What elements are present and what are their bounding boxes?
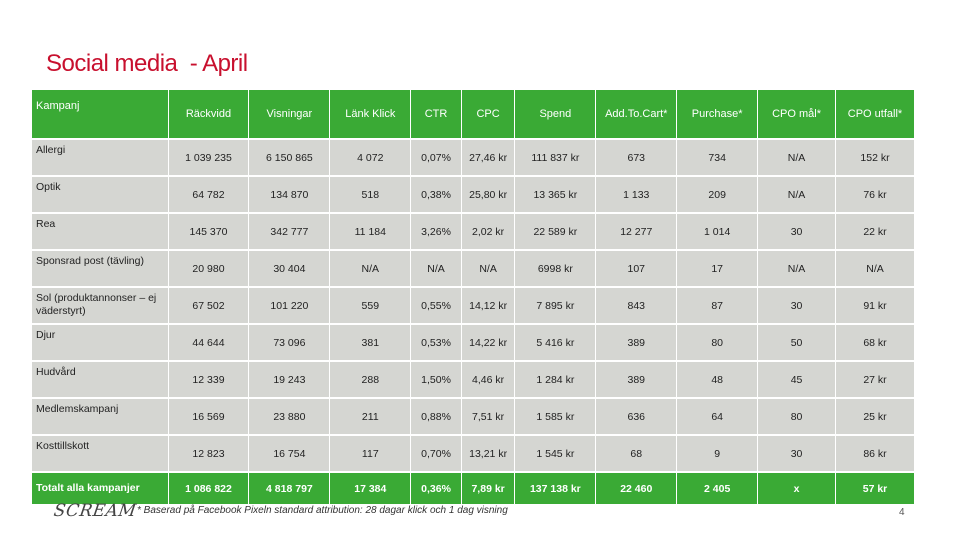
- table-cell: 12 277: [596, 214, 677, 251]
- column-header: Visningar: [249, 90, 330, 140]
- table-cell: 389: [596, 325, 677, 362]
- table-row: [32, 140, 915, 177]
- table-total-row: [32, 473, 915, 504]
- campaign-name-cell: Rea: [32, 214, 169, 251]
- table-cell: 107: [596, 251, 677, 288]
- table-cell: N/A: [836, 251, 915, 288]
- table-cell: 734: [677, 140, 758, 177]
- table-cell: 25,80 kr: [462, 177, 516, 214]
- table-cell: 22 589 kr: [515, 214, 596, 251]
- table-cell: 1 284 kr: [515, 362, 596, 399]
- table-cell: 16 569: [169, 399, 250, 436]
- table-cell: 2,02 kr: [462, 214, 516, 251]
- table-cell: 68 kr: [836, 325, 915, 362]
- table-cell: x: [758, 473, 836, 504]
- table-row: [32, 436, 915, 473]
- table-cell: 117: [330, 436, 411, 473]
- table-cell: 1 086 822: [169, 473, 250, 504]
- table-cell: 27,46 kr: [462, 140, 516, 177]
- table-cell: 1 039 235: [169, 140, 250, 177]
- table-header-row: [32, 90, 915, 140]
- table-cell: 44 644: [169, 325, 250, 362]
- table-cell: 25 kr: [836, 399, 915, 436]
- table-cell: 91 kr: [836, 288, 915, 325]
- table-row: [32, 325, 915, 362]
- campaign-name-cell: Allergi: [32, 140, 169, 177]
- table-cell: 4 818 797: [249, 473, 330, 504]
- table-cell: 30: [758, 288, 836, 325]
- table-cell: 64: [677, 399, 758, 436]
- table-cell: 30: [758, 214, 836, 251]
- table-row: [32, 399, 915, 436]
- table-cell: 518: [330, 177, 411, 214]
- table-cell: 76 kr: [836, 177, 915, 214]
- table-cell: 86 kr: [836, 436, 915, 473]
- table-cell: 381: [330, 325, 411, 362]
- column-header: CPO utfall*: [836, 90, 915, 140]
- table-cell: 22 kr: [836, 214, 915, 251]
- table-cell: 48: [677, 362, 758, 399]
- table-cell: 6 150 865: [249, 140, 330, 177]
- campaign-name-cell: Totalt alla kampanjer: [32, 473, 169, 504]
- scream-logo: [52, 496, 138, 522]
- table-cell: 152 kr: [836, 140, 915, 177]
- table-cell: 64 782: [169, 177, 250, 214]
- column-header: Add.To.Cart*: [596, 90, 677, 140]
- table-cell: 1 014: [677, 214, 758, 251]
- table-cell: N/A: [462, 251, 516, 288]
- campaign-name-cell: Djur: [32, 325, 169, 362]
- table-cell: 0,70%: [411, 436, 462, 473]
- table-cell: 16 754: [249, 436, 330, 473]
- table-cell: N/A: [411, 251, 462, 288]
- table-cell: 68: [596, 436, 677, 473]
- table-cell: 57 kr: [836, 473, 915, 504]
- table-cell: 0,36%: [411, 473, 462, 504]
- table-cell: N/A: [330, 251, 411, 288]
- table-cell: 673: [596, 140, 677, 177]
- table-cell: 12 339: [169, 362, 250, 399]
- table-cell: 145 370: [169, 214, 250, 251]
- column-header: Spend: [515, 90, 596, 140]
- table-cell: 13 365 kr: [515, 177, 596, 214]
- table-cell: 636: [596, 399, 677, 436]
- table-cell: 288: [330, 362, 411, 399]
- table-cell: 0,88%: [411, 399, 462, 436]
- table-cell: 22 460: [596, 473, 677, 504]
- table-cell: 3,26%: [411, 214, 462, 251]
- page-number: 4: [899, 507, 905, 518]
- column-header: Purchase*: [677, 90, 758, 140]
- table-cell: 342 777: [249, 214, 330, 251]
- table-cell: 14,12 kr: [462, 288, 516, 325]
- table-cell: 30: [758, 436, 836, 473]
- table-cell: 9: [677, 436, 758, 473]
- table-cell: 27 kr: [836, 362, 915, 399]
- table-cell: 0,38%: [411, 177, 462, 214]
- table-cell: 13,21 kr: [462, 436, 516, 473]
- table-cell: 1 545 kr: [515, 436, 596, 473]
- table-cell: 6998 kr: [515, 251, 596, 288]
- table-cell: 1 585 kr: [515, 399, 596, 436]
- table-cell: N/A: [758, 251, 836, 288]
- table-cell: 5 416 kr: [515, 325, 596, 362]
- campaign-table: [32, 90, 915, 504]
- table-cell: 0,07%: [411, 140, 462, 177]
- table-row: [32, 288, 915, 325]
- column-header: CTR: [411, 90, 462, 140]
- page-title: Social media - April: [46, 50, 248, 77]
- table-cell: 67 502: [169, 288, 250, 325]
- table-cell: 209: [677, 177, 758, 214]
- table-cell: 20 980: [169, 251, 250, 288]
- table-cell: 4 072: [330, 140, 411, 177]
- table-cell: N/A: [758, 140, 836, 177]
- table-cell: 389: [596, 362, 677, 399]
- table-cell: 45: [758, 362, 836, 399]
- table-cell: 211: [330, 399, 411, 436]
- column-header: CPO mål*: [758, 90, 836, 140]
- campaign-name-cell: Sol (produktannonser – ej väderstyrt): [32, 288, 169, 325]
- column-header: Länk Klick: [330, 90, 411, 140]
- table-cell: 12 823: [169, 436, 250, 473]
- column-header: Kampanj: [32, 90, 169, 140]
- table-cell: 14,22 kr: [462, 325, 516, 362]
- table-cell: 1 133: [596, 177, 677, 214]
- table-row: [32, 214, 915, 251]
- table-cell: 19 243: [249, 362, 330, 399]
- table-cell: N/A: [758, 177, 836, 214]
- campaign-name-cell: Kosttillskott: [32, 436, 169, 473]
- table-cell: 30 404: [249, 251, 330, 288]
- table-row: [32, 251, 915, 288]
- table-cell: 1,50%: [411, 362, 462, 399]
- column-header: Räckvidd: [169, 90, 250, 140]
- table-row: [32, 177, 915, 214]
- campaign-name-cell: Medlemskampanj: [32, 399, 169, 436]
- table-cell: 101 220: [249, 288, 330, 325]
- table-cell: 17: [677, 251, 758, 288]
- table-cell: 17 384: [330, 473, 411, 504]
- table-cell: 80: [758, 399, 836, 436]
- table-row: [32, 362, 915, 399]
- table-cell: 87: [677, 288, 758, 325]
- campaign-name-cell: Hudvård: [32, 362, 169, 399]
- table-cell: 11 184: [330, 214, 411, 251]
- column-header: CPC: [462, 90, 516, 140]
- footnote: * Baserad på Facebook Pixeln standard attribution: 28 dagar klick och 1 dag visning: [137, 505, 508, 516]
- table-cell: 134 870: [249, 177, 330, 214]
- table-cell: 559: [330, 288, 411, 325]
- scream-logo-text: SCREAM: [52, 501, 138, 521]
- table-cell: 843: [596, 288, 677, 325]
- table-cell: 4,46 kr: [462, 362, 516, 399]
- campaign-name-cell: Optik: [32, 177, 169, 214]
- campaign-name-cell: Sponsrad post (tävling): [32, 251, 169, 288]
- table-cell: 50: [758, 325, 836, 362]
- table-cell: 2 405: [677, 473, 758, 504]
- table-cell: 7,51 kr: [462, 399, 516, 436]
- table-cell: 0,53%: [411, 325, 462, 362]
- table-cell: 0,55%: [411, 288, 462, 325]
- table-cell: 111 837 kr: [515, 140, 596, 177]
- table-cell: 137 138 kr: [515, 473, 596, 504]
- table-cell: 7 895 kr: [515, 288, 596, 325]
- table-cell: 7,89 kr: [462, 473, 516, 504]
- table-cell: 73 096: [249, 325, 330, 362]
- table-cell: 23 880: [249, 399, 330, 436]
- table-cell: 80: [677, 325, 758, 362]
